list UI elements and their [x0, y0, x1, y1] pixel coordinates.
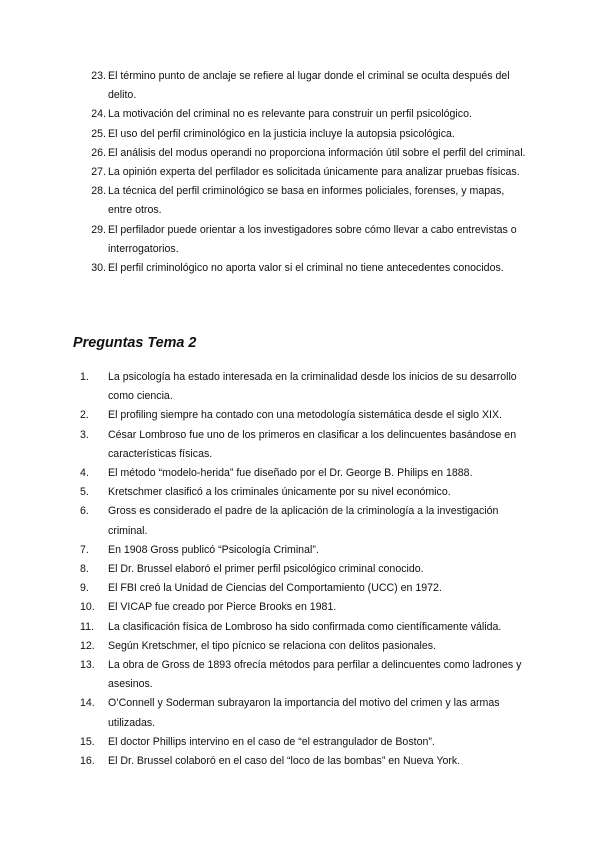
- question-item: [0, 656, 600, 694]
- question-number: 11.: [80, 620, 94, 633]
- question-text: La obra de Gross de 1893 ofrecía métodos para perfilar a delincuentes como ladrones y asesinos.: [108, 659, 522, 691]
- question-number: 3.: [80, 428, 89, 441]
- question-number: 10.: [80, 601, 95, 614]
- question-number: 16.: [80, 755, 95, 768]
- question-item: [0, 637, 600, 656]
- question-item: [0, 259, 600, 278]
- question-text: El Dr. Brussel colaboró en el caso del “loco de las bombas” en Nueva York.: [108, 755, 461, 768]
- question-number: 27.: [91, 166, 106, 179]
- question-number: 25.: [91, 127, 106, 140]
- question-list-tema-1: [0, 67, 600, 278]
- question-number: 15.: [80, 735, 95, 748]
- question-number: 12.: [80, 639, 95, 652]
- question-text: Según Kretschmer, el tipo pícnico se relaciona con delitos pasionales.: [108, 639, 437, 652]
- question-number: 2.: [80, 409, 89, 422]
- question-item: [0, 694, 600, 732]
- question-number: 7.: [80, 543, 89, 556]
- question-text: El uso del perfil criminológico en la justicia incluye la autopsia psicológica.: [108, 127, 455, 140]
- question-number: 28.: [91, 185, 106, 198]
- question-text: César Lombroso fue uno de los primeros en clasificar a los delincuentes basándose en características físicas.: [108, 428, 517, 460]
- question-item: [0, 560, 600, 579]
- question-text: O’Connell y Soderman subrayaron la importancia del motivo del crimen y las armas utilizadas.: [108, 697, 500, 729]
- question-item: [0, 163, 600, 182]
- question-number: 14.: [80, 697, 95, 710]
- question-text: La opinión experta del perfilador es solicitada únicamente para analizar pruebas físicas.: [108, 166, 520, 179]
- question-text: El VICAP fue creado por Pierce Brooks en 1981.: [108, 601, 337, 614]
- question-text: El perfilador puede orientar a los investigadores sobre cómo llevar a cabo entrevistas o interrogatorios.: [108, 223, 517, 255]
- question-item: [0, 464, 600, 483]
- question-item: [0, 752, 600, 771]
- question-item: [0, 67, 600, 105]
- question-item: [0, 502, 600, 540]
- question-text: El método “modelo-herida” fue diseñado por el Dr. George B. Philips en 1888.: [108, 467, 473, 480]
- question-number: 1.: [80, 371, 89, 383]
- question-item: [0, 406, 600, 425]
- question-item: [0, 368, 600, 406]
- question-text: El profiling siempre ha contado con una metodología sistemática desde el siglo XIX.: [108, 409, 502, 422]
- question-text: El Dr. Brussel elaboró el primer perfil psicológico criminal conocido.: [108, 563, 424, 576]
- question-text: El análisis del modus operandi no proporciona información útil sobre el perfil del criminal.: [108, 146, 526, 159]
- question-number: 5.: [80, 486, 89, 499]
- question-item: [0, 144, 600, 163]
- question-text: La motivación del criminal no es relevante para construir un perfil psicológico.: [108, 108, 472, 121]
- question-number: 8.: [80, 563, 89, 576]
- question-number: 30.: [91, 262, 106, 275]
- question-item: [0, 426, 600, 464]
- question-list-tema-2: [0, 368, 600, 771]
- question-item: [0, 579, 600, 598]
- question-item: [0, 598, 600, 617]
- question-item: [0, 221, 600, 259]
- question-number: 13.: [80, 659, 95, 672]
- question-text: El doctor Phillips intervino en el caso de “el estrangulador de Boston”.: [108, 735, 435, 748]
- question-item: [0, 733, 600, 752]
- question-text: En 1908 Gross publicó “Psicología Criminal”.: [108, 543, 319, 556]
- question-text: El término punto de anclaje se refiere al lugar donde el criminal se oculta después del delito.: [108, 70, 510, 102]
- question-text: La técnica del perfil criminológico se basa en informes policiales, forenses, y mapas, entre otros.: [108, 185, 505, 217]
- question-item: [0, 483, 600, 502]
- question-number: 4.: [80, 467, 89, 480]
- question-text: Gross es considerado el padre de la aplicación de la criminología a la investigación criminal.: [108, 505, 499, 537]
- question-number: 24.: [91, 108, 106, 121]
- question-number: 6.: [80, 505, 89, 518]
- question-item: [0, 105, 600, 124]
- question-text: Kretschmer clasificó a los criminales únicamente por su nivel económico.: [108, 486, 451, 499]
- question-text: El FBI creó la Unidad de Ciencias del Comportamiento (UCC) en 1972.: [108, 582, 442, 595]
- question-number: 23.: [91, 70, 106, 82]
- question-text: La psicología ha estado interesada en la criminalidad desde los inicios de su desarrollo como ciencia.: [108, 371, 517, 403]
- question-number: 9.: [80, 582, 89, 595]
- question-text: La clasificación física de Lombroso ha sido confirmada como científicamente válida.: [108, 620, 502, 633]
- question-item: [0, 618, 600, 637]
- question-text: El perfil criminológico no aporta valor si el criminal no tiene antecedentes conocidos.: [108, 262, 504, 275]
- question-number: 26.: [91, 146, 106, 159]
- question-item: [0, 182, 600, 220]
- question-item: [0, 125, 600, 144]
- question-number: 29.: [91, 223, 106, 236]
- question-item: [0, 541, 600, 560]
- section-heading: Preguntas Tema 2: [73, 335, 197, 351]
